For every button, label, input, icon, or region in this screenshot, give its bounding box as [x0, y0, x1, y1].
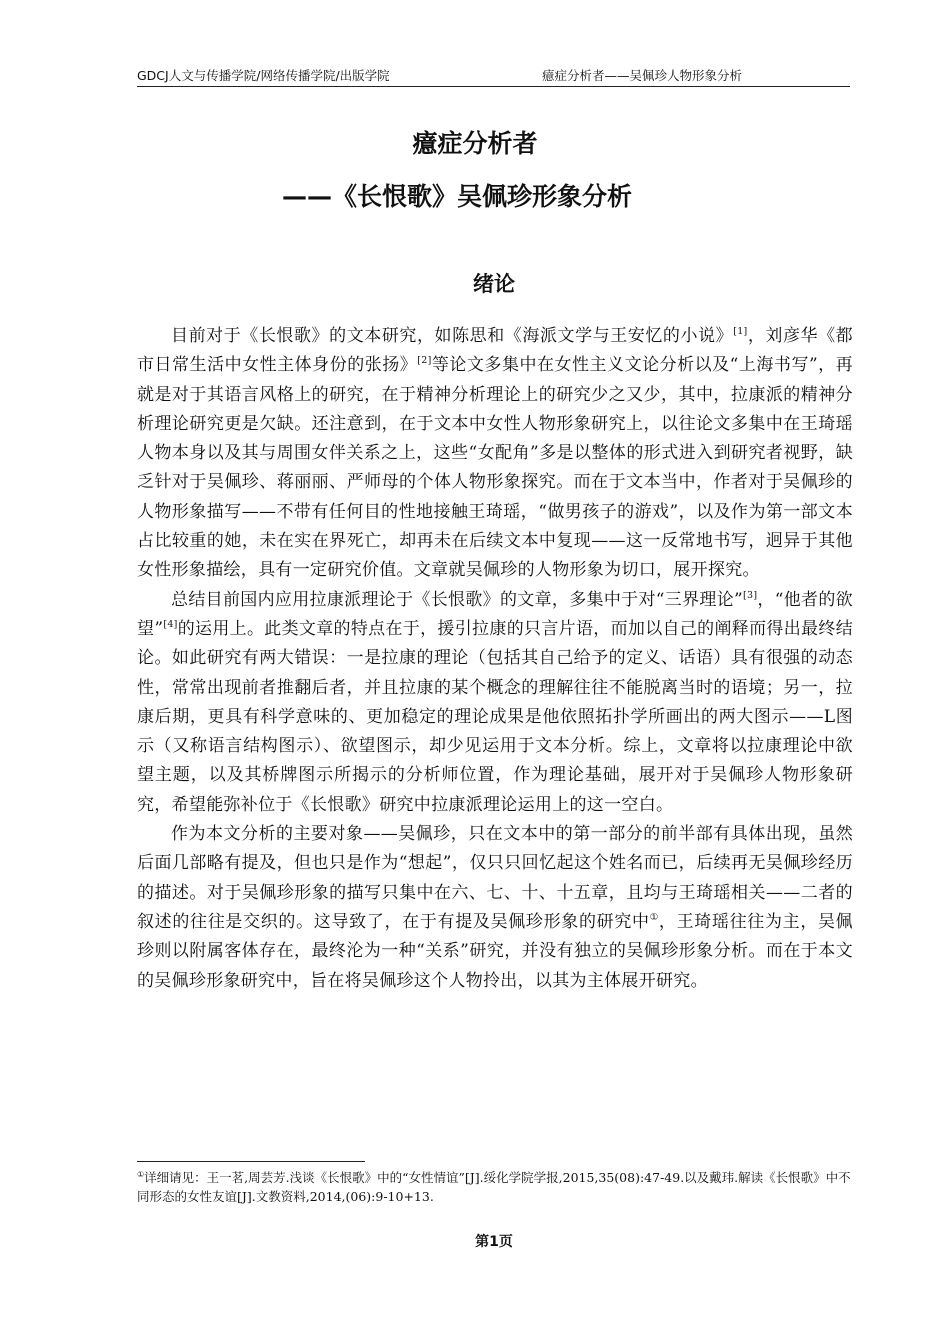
- paragraph-1: 目前对于《长恨歌》的文本研究，如陈思和《海派文学与王安忆的小说》[1]，刘彦华《都市日常生活中女性主体身份的张扬》[2]等论文多集中在女性主义文论分析以及“上海书写”，再就是对于其语言风格上的研究，在于精神分析理论上的研究少之又少，其中，拉康派的精神分析理论研究更是欠缺。还注意到，在于文本中女性人物形象研究上，以往论文多集中在王琦瑶人物本身以及其与周围女伴关系之上，这些“女配角”多是以整体的形式进入到研究者视野，缺乏针对于吴佩珍、蒋丽丽、严师母的个体人物形象探究。而在于文本当中，作者对于吴佩珍的人物形象描写——不带有任何目的性地接触王琦瑶，“做男孩子的游戏”，以及作为第一部文本占比较重的她，未在实在界死亡，却再未在后续文本中复现——这一反常地书写，迥异于其他女性形象描绘，具有一定研究价值。文章就吴佩珍的人物形象为切口，展开探究。: [137, 326, 853, 581]
- footnote: [137, 1168, 853, 1206]
- footnote-mark: ①: [137, 1170, 145, 1179]
- paper-subtitle: ——《长恨歌》吴佩珍形象分析: [282, 182, 633, 211]
- running-header: [137, 64, 850, 87]
- section-heading: 绪论: [473, 272, 515, 296]
- citation-ref: [1]: [733, 326, 748, 337]
- footnote-divider: [137, 1161, 365, 1162]
- paragraph-3: 作为本文分析的主要对象——吴佩珍，只在文本中的第一部分的前半部有具体出现，虽然后面几部略有提及，但也只是作为“想起”，仅只只回忆起这个姓名而已，后续再无吴佩珍经历的描述。对于吴佩珍形象的描写只集中在六、七、十、十五章，且均与王琦瑶相关——二者的叙述的往往是交织的。这导致了，在于有提及吴佩珍形象的研究中①，王琦瑶往往为主，吴佩珍则以附属客体存在，最终沦为一种“关系”研究，并没有独立的吴佩珍形象分析。而在于本文的吴佩珍形象研究中，旨在将吴佩珍这个人物拎出，以其为主体展开研究。: [137, 824, 853, 991]
- body-text: [137, 322, 853, 996]
- header-institution: GDCJ人文与传播学院/网络传播学院/出版学院: [137, 68, 390, 83]
- citation-ref: [2]: [417, 355, 432, 367]
- paper-title: 癔症分析者: [412, 129, 538, 158]
- footnote-text: 详细请见：王一茗,周芸芳.浅谈《长恨歌》中的“女性情谊”[J].绥化学院学报,2015,35(08):47-49.以及戴玮.解读《长恨歌》中不同形态的女性友谊[J].文教资料,2014,(06):9-10+13.: [137, 1170, 851, 1204]
- citation-ref: [3]: [743, 589, 758, 601]
- footnote-ref: ①: [649, 911, 659, 923]
- paragraph-2: 总结目前国内应用拉康派理论于《长恨歌》的文章，多集中于对“三界理论”[3]，“他者的欲望”[4]的运用上。此类文章的特点在于，援引拉康的只言片语，而加以自己的阐释而得出最终结论。如此研究有两大错误：一是拉康的理论（包括其自己给予的定义、话语）具有很强的动态性，常常出现前者推翻后者，并且拉康的某个概念的理解往往不能脱离当时的语境；另一，拉康后期，更具有科学意味的、更加稳定的理论成果是他依照拓扑学所画出的两大图示——L图示（又称语言结构图示）、欲望图示，却少见运用于文本分析。综上，文章将以拉康理论中欲望主题，以及其桥牌图示所揭示的分析师位置，作为理论基础，展开对于吴佩珍人物形象研究，希望能弥补位于《长恨歌》研究中拉康派理论运用上的这一空白。: [137, 589, 853, 815]
- citation-ref: [4]: [163, 618, 178, 630]
- page-number: 第1页: [475, 1234, 513, 1250]
- header-running-title: 癔症分析者——吴佩珍人物形象分析: [542, 68, 743, 83]
